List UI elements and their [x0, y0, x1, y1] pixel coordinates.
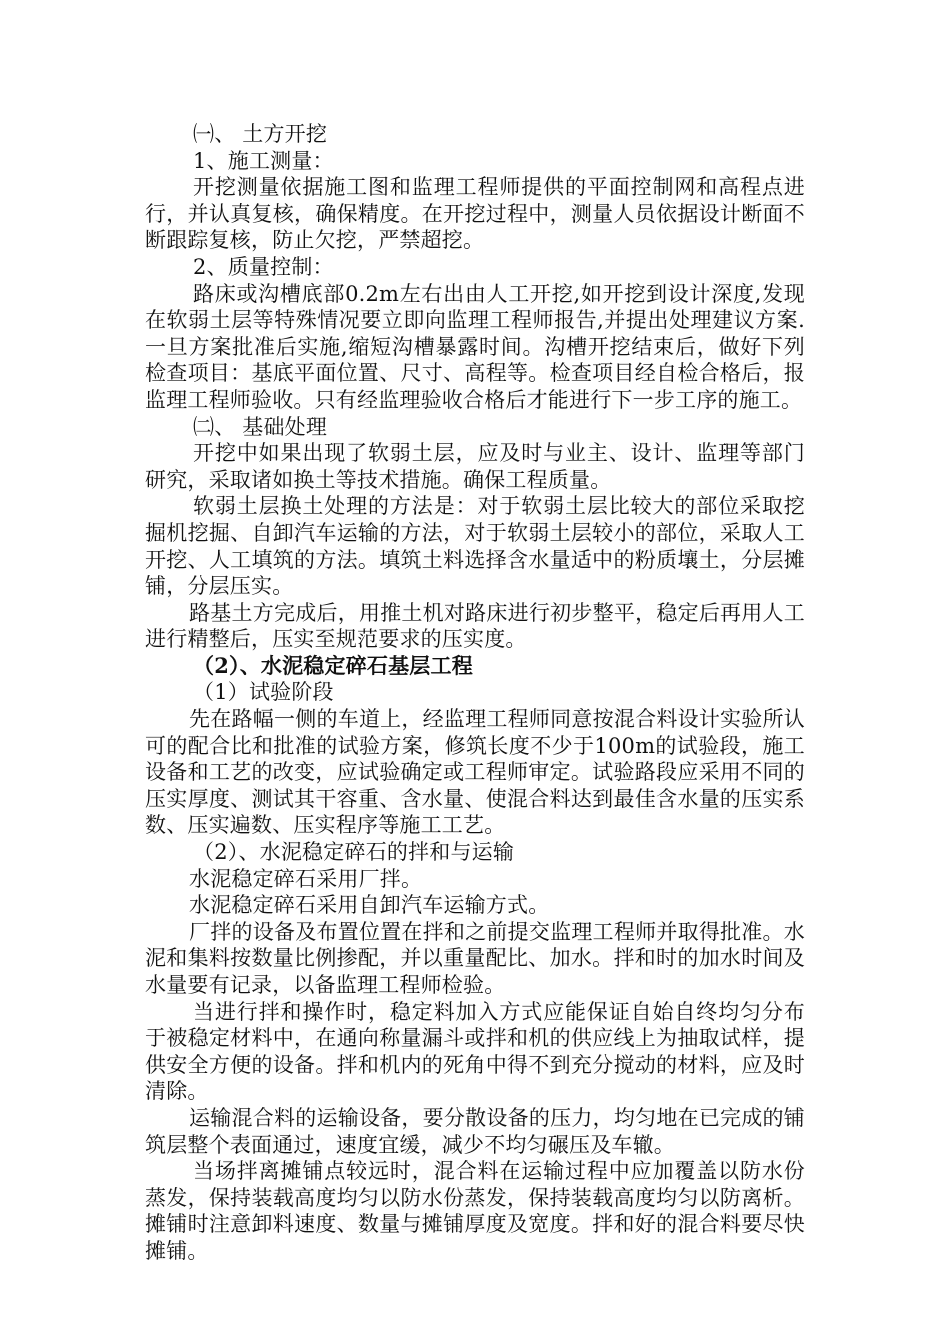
paragraph: 运输混合料的运输设备，要分散设备的压力，均匀地在已完成的铺筑层整个表面通过，速度宜缓，减少不均匀碾压及车辙。	[145, 1105, 805, 1157]
section-heading: ㈠、 土方开挖	[193, 122, 328, 146]
subsection-heading: 1、施工测量：	[193, 148, 334, 173]
paragraph: 水泥稳定碎石采用自卸汽车运输方式。	[189, 893, 550, 918]
paragraph: 厂拌的设备及布置位置在拌和之前提交监理工程师并取得批准。水泥和集料按数量比例掺配，并以重量配比、加水。拌和时的加水时间及水量要有记录，以备监理工程师检验。	[145, 919, 805, 997]
paragraph: 当进行拌和操作时，稳定料加入方式应能保证自始自终均匀分布于被稳定材料中，在通向称量漏斗或拌和机的供应线上为抽取试样，提供安全方便的设备。拌和机内的死角中得不到充分搅动的材料，应及时清除。	[145, 999, 805, 1104]
paragraph: 开挖中如果出现了软弱土层，应及时与业主、设计、监理等部门研究，采取诸如换土等技术措施。确保工程质量。	[145, 441, 805, 492]
paragraph: 路床或沟槽底部0.2m左右出由人工开挖,如开挖到设计深度,发现在软弱土层等特殊情况要立即向监理工程师报告,并提出处理建议方案.一旦方案批准后实施,缩短沟槽暴露时间。沟槽开挖结束后，做好下列检查项目：基底平面位置、尺寸、高程等。检查项目经自检合格后，报监理工程师验收。只有经监理验收合格后才能进行下一步工序的施工。	[145, 281, 805, 412]
section-heading-bold: （2）、水泥稳定碎石基层工程	[193, 652, 473, 678]
paragraph: 当场拌离摊铺点较远时，混合料在运输过程中应加覆盖以防水份蒸发，保持装载高度均匀以防水份蒸发，保持装载高度均匀以防离析。摊铺时注意卸料速度、数量与摊铺厚度及宽度。拌和好的混合料要尽快摊铺。	[145, 1159, 805, 1263]
paragraph: 软弱土层换土处理的方法是：对于软弱土层比较大的部位采取挖掘机挖掘、自卸汽车运输的方法，对于软弱土层较小的部位，采取人工开挖、人工填筑的方法。填筑土料选择含水量适中的粉质壤土，分层摊铺，分层压实。	[145, 494, 805, 599]
section-heading: ㈡、 基础处理	[193, 414, 328, 439]
paragraph: 水泥稳定碎石采用厂拌。	[189, 866, 423, 891]
document-body	[145, 121, 805, 1265]
subsection-heading: （2）、水泥稳定碎石的拌和与运输	[193, 840, 515, 865]
paragraph: 开挖测量依据施工图和监理工程师提供的平面控制网和高程点进行，并认真复核，确保精度。在开挖过程中，测量人员依据设计断面不断跟踪复核，防止欠挖，严禁超挖。	[145, 175, 805, 253]
paragraph: 路基土方完成后，用推土机对路床进行初步整平，稳定后再用人工进行精整后，压实至规范要求的压实度。	[145, 600, 805, 652]
subsection-heading: 2、质量控制：	[193, 254, 334, 279]
paragraph: 先在路幅一侧的车道上，经监理工程师同意按混合料设计实验所认可的配合比和批准的试验方案，修筑长度不少于100m的试验段，施工设备和工艺的改变，应试验确定或工程师审定。试验路段应采用不同的压实厚度、测试其干容重、含水量、使混合料达到最佳含水量的压实系数、压实遍数、压实程序等施工工艺。	[145, 707, 805, 838]
subsection-heading: （1）试验阶段	[193, 680, 334, 705]
